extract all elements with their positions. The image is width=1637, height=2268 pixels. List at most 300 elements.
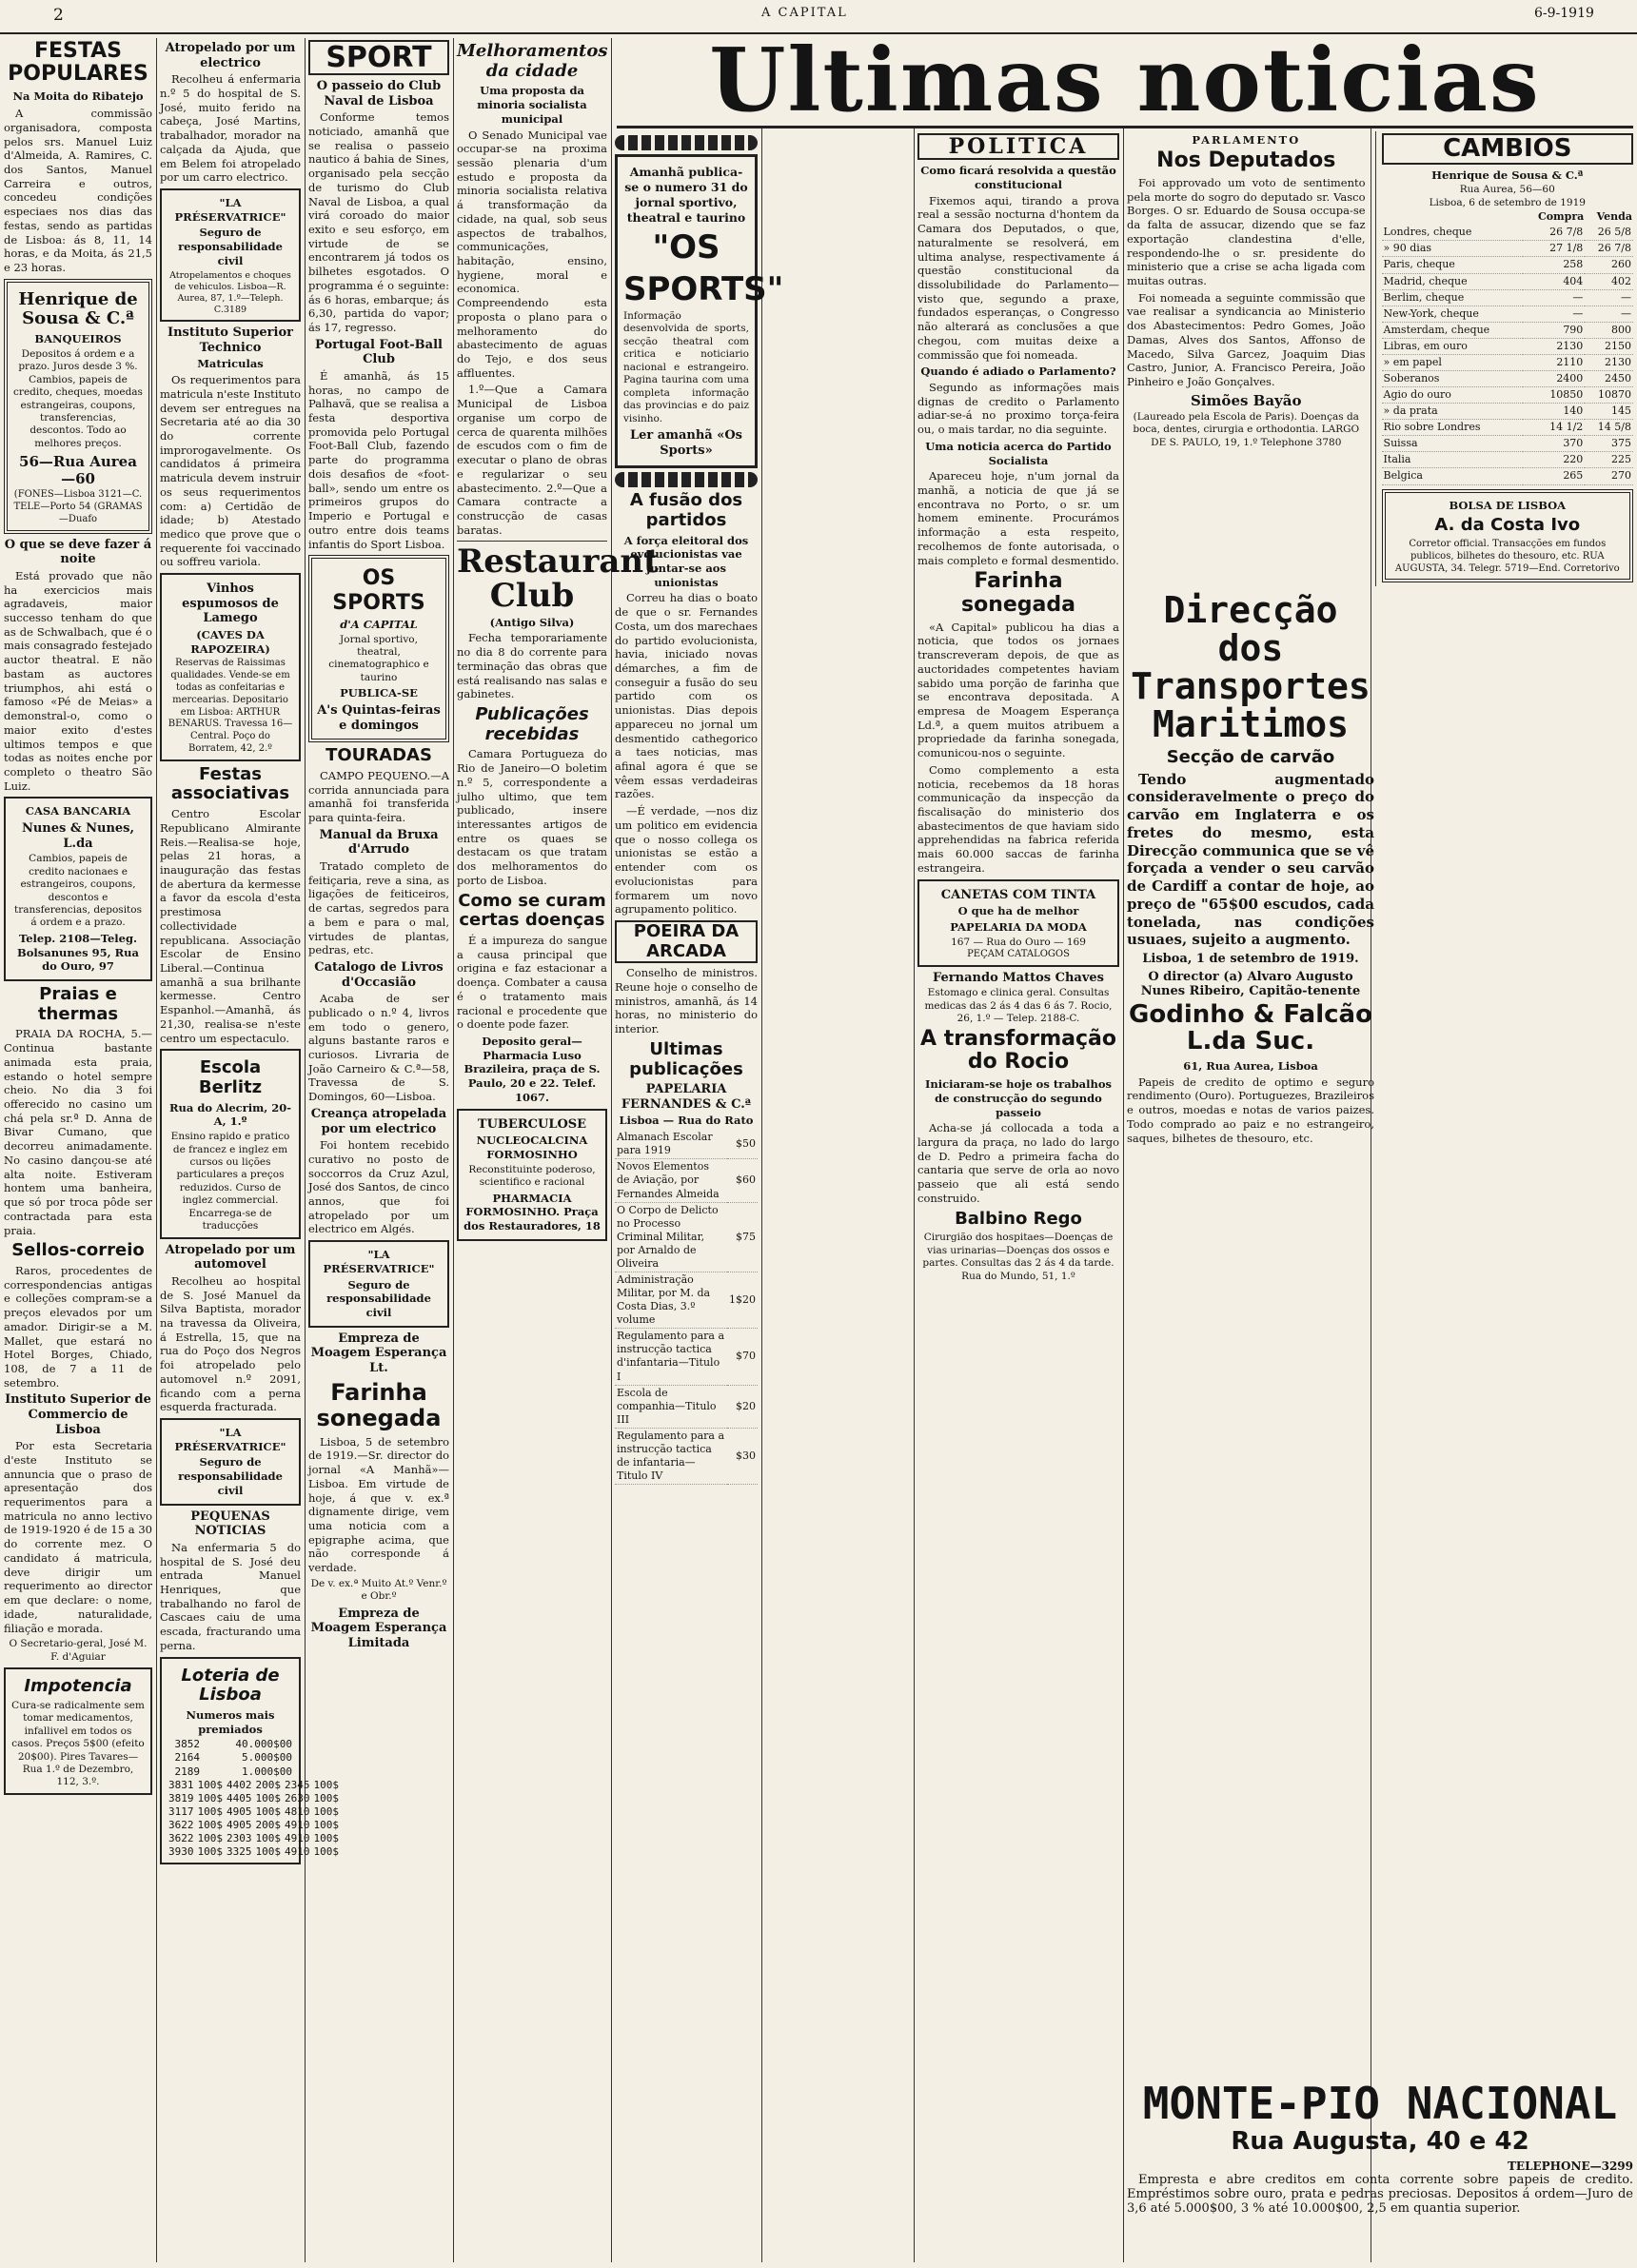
loteria-top-row	[167, 1738, 294, 1751]
direccao-text: Tendo augmentado consideravelmente o preço do carvão em Inglaterra e os fretes do mesmo, esta Direcção communica que se vê forçada a vender o seu carvão de Cardiff a contar de hoje, ao preço de "65$00 escudos, cada tonelada, nas condições usuaes, sujeito a augmento.	[1127, 770, 1374, 949]
curam-address: Deposito geral—Pharmacia Luso Brazileira, praça de S. Paulo, 20 e 22. Telef. 1067.	[463, 1035, 601, 1104]
column-rule	[611, 38, 612, 2262]
portugal-text: É amanhã, ás 15 horas, no campo de Palhavã, que se realisa a festa desportiva promovida pelo Portugal Foot-Ball Club, fazendo parte do programma dois desafios de «foot-ball», sendo um entre os primeiros grupos do Imperio e Portugal e outro entre dois teams infantis do Sport Lisboa.	[308, 368, 449, 551]
table-header	[1382, 209, 1633, 225]
table-cell: 3622	[168, 1818, 194, 1831]
table-cell: 4905	[227, 1818, 252, 1831]
cambios-firm: Henrique de Sousa & C.ª	[1431, 168, 1584, 182]
berlitz-text: Ensino rapido e pratico de francez e inglez em cursos ou lições particulares a preços reduzidos. Curso de inglez commercial. Encarrega-se de traducções	[170, 1131, 290, 1233]
table-cell: 2450	[1585, 370, 1633, 386]
bruxa-title: Manual da Bruxa d'Arrudo	[319, 827, 439, 858]
table-cell: 800	[1585, 322, 1633, 338]
table-cell: —	[1585, 306, 1633, 322]
table-cell: 2130	[1523, 338, 1585, 354]
canetas-ad	[917, 879, 1119, 967]
curam-title: Como se curam certas doenças	[458, 890, 606, 931]
column-7b	[1375, 131, 1633, 586]
preservatrice-info: Atropelamentos e choques de vehiculos. Lisboa—R. Aurea, 87, 1.º—Teleph. C.3189	[169, 269, 291, 315]
table-cell: 2110	[1523, 354, 1585, 370]
table-cell: 4402	[227, 1778, 252, 1791]
preservatrice-sub: Seguro de responsabilidade civil	[178, 226, 283, 267]
cambios-row	[1382, 468, 1633, 484]
catalogo-text: Acaba de ser publicado o n.º 4, livros em todo o genero, alguns bastante raros e curiosos. Livraria de João Carneiro & C.ª—58, Travessa de S. Domingos, 60—Lisboa.	[308, 992, 449, 1104]
papelaria-title: PAPELARIA FERNANDES & C.ª	[621, 1082, 752, 1112]
cambios-row	[1382, 452, 1633, 468]
table-cell: 258	[1523, 257, 1585, 273]
montepio-phone: TELEPHONE—3299	[1508, 2159, 1633, 2173]
impotencia-title: Impotencia	[24, 1676, 132, 1697]
direccao-sign: O director (a) Alvaro Augusto Nunes Ribeiro, Capitão-tenente	[1140, 969, 1361, 999]
table-cell: 200$	[255, 1778, 281, 1791]
table-cell: Rio sobre Londres	[1382, 420, 1524, 436]
direccao-title: Direcção dos Transportes Maritimos	[1131, 589, 1371, 745]
rocio-text: Acha-se já collocada a toda a largura da praça, no lado do largo de D. Pedro a primeira facha do cantaria que serve de orla ao novo passeio que ali está sendo construido.	[917, 1121, 1119, 1205]
cambios-row	[1382, 225, 1633, 241]
table-cell: 100$	[255, 1844, 281, 1858]
loteria-top-row	[167, 1765, 294, 1779]
table-cell: 100$	[313, 1791, 339, 1805]
os-sports-pub: PUBLICA-SE	[340, 686, 418, 700]
politica-title: POLITICA	[917, 133, 1119, 160]
cambios-row	[1382, 420, 1633, 436]
table-cell: Regulamento para a instrucção tactica d'infantaria—Titulo I	[615, 1329, 727, 1385]
casa-title: CASA BANCARIA	[25, 804, 131, 818]
os-sports-desc: Jornal sportivo, theatral, cinematographico e taurino	[328, 633, 429, 683]
farinha-text: Lisboa, 5 de setembro de 1919.—Sr. director do jornal «A Manhã»—Lisboa. Em virtude de hoje, á que v. ex.ª dignamente dirige, vem uma noticia com a epigraphe acima, que não corresponde á verdade.	[308, 1434, 449, 1575]
table-cell: 100$	[197, 1791, 223, 1805]
table-cell: 3831	[168, 1778, 194, 1791]
table-cell: $20	[727, 1385, 758, 1428]
pequenas-title: PEQUENAS NOTICIAS	[190, 1509, 270, 1539]
table-cell: 225	[1585, 452, 1633, 468]
table-cell: 5.000$00	[242, 1751, 292, 1765]
table-cell: Regulamento para a instrucção tactica de infantaria—Titulo IV	[615, 1428, 727, 1484]
ultimas-noticias-banner: Ultimas noticias	[617, 34, 1633, 128]
farinha2-text: «A Capital» publicou ha dias a noticia, que todos os jornaes transcreveram depois, de que as auctoridades competentes haviam sabido uma porção de farinha que se encontrava depositada. A empresa de Moagem Esperança Ld.ª, a quem muitos atribuem a propriedade da farinha sonegada, comunicou-nos o seguinte.	[917, 620, 1119, 760]
loteria-title: Loteria de Lisboa	[181, 1665, 280, 1706]
page-number: 2	[53, 6, 64, 25]
curam-text: É a impureza do sangue a causa principal que origina e faz estacionar a doença. Combater a causa é o tratamento mais racional e procedente que o doente pode fazer.	[457, 934, 607, 1032]
table-cell: 145	[1585, 404, 1633, 420]
papelaria-row	[615, 1159, 758, 1202]
table-cell: 2303	[227, 1831, 252, 1844]
montepio-address: Rua Augusta, 40 e 42	[1231, 2127, 1529, 2157]
tuberc-sub: NUCLEOCALCINA FORMOSINHO	[476, 1134, 588, 1161]
lamego-ad	[160, 573, 301, 761]
bolsa-text: Corretor official. Transacções em fundos publicos, bilhetes do thesouro, etc. RUA AUGUSTA, 34. Telegr. 5719—End. Corretorivo	[1394, 538, 1620, 574]
assoc-text: Centro Escolar Republicano Almirante Reis.—Realisa-se hoje, pelas 21 horas, a inauguração das festas de abertura da kermesse a favor da escola d'esta prestimosa collectividade republicana. Associação Escolar de Ensino Liberal.—Continua amanhã a sua brilhante kermesse. Centro Espanhol.—Amanhã, ás 21,30, realisa-se n'este centro um espectaculo.	[160, 807, 301, 1045]
table-cell: 26 7/8	[1585, 241, 1633, 257]
bank-phone: (FONES—Lisboa 3121—C. TELE—Porto 54 (GRAMAS—Duafo	[13, 489, 143, 524]
lamego-sub: (CAVES DA RAPOZEIRA)	[190, 627, 270, 656]
berlitz-ad	[160, 1049, 301, 1238]
table-cell: Londres, cheque	[1382, 225, 1524, 241]
preservatrice-ad-2	[160, 1418, 301, 1506]
table-cell: 3930	[168, 1844, 194, 1858]
table-cell: 4910	[285, 1831, 310, 1844]
godinho-title: Godinho & Falcão L.da Suc.	[1129, 999, 1372, 1056]
table-cell: $50	[727, 1130, 758, 1159]
montepio-text: Empresta e abre creditos em conta corrente sobre papeis de credito. Empréstimos sobre ouro, prata e pedras preciosas. Depositos á ordem—Juro de 3,6 até 5.000$00, 3 % até 10.000$00, 2,5 em quantia superior.	[1127, 2172, 1633, 2216]
cambios-row	[1382, 370, 1633, 386]
table-cell: Almanach Escolar para 1919	[615, 1130, 727, 1159]
bruxa-text: Tratado completo de feitiçaria, reve a sina, as ligações de feiticeiros, de cartas, segredos para a bem e para o mal, virtudes de plantas, pedras, etc.	[308, 858, 449, 957]
table-cell: Agio do ouro	[1382, 387, 1524, 404]
amanha-text: Amanhã publica-se o numero 31 do jornal sportivo, theatral e taurino	[624, 165, 748, 225]
table-cell: $75	[727, 1202, 758, 1272]
column-rule	[761, 128, 762, 2262]
melhor-text-2: 1.º—Que a Camara Municipal de Lisboa organise um corpo de cerca de quarenta milhões de escudos com o fim de executar o plano de obras e regularizar o seu abastecimento. 2.º—Que a Camara contracte a construcção de casas baratas.	[457, 383, 607, 537]
noticia-text: Apareceu hoje, n'um jornal da manhã, a noticia de que já se encontrava no Porto, o sr. um homem eminente. Procurámos informação a esta respeito, recolhemos de fonte autorisada, o mais completo e formal desmentido.	[917, 469, 1119, 567]
table-cell: » da prata	[1382, 404, 1524, 420]
table-cell: 100$	[313, 1831, 339, 1844]
noite-title: O que se deve fazer á noite	[4, 537, 152, 567]
table-cell: 3325	[227, 1844, 252, 1858]
column-6	[917, 131, 1119, 2264]
mattos-text: Estomago e clinica geral. Consultas medicas das 2 ás 4 das 6 ás 7. Rocio, 26, 1.º — Telep. 2188-C.	[924, 987, 1113, 1025]
festas-title: FESTAS POPULARES	[8, 39, 148, 87]
preservatrice-sub: Seguro de responsabilidade civil	[178, 1455, 283, 1497]
rego-title: Balbino Rego	[955, 1208, 1082, 1229]
table-cell: Amsterdam, cheque	[1382, 322, 1524, 338]
papelaria-row	[615, 1272, 758, 1328]
atropelado-text: Recolheu á enfermaria n.º 5 do hospital de S. José, muito ferido na cabeça, José Martins, trabalhador, morador na calçada da Ajuda, que em Belem foi atropelado por um carro electrico.	[160, 72, 301, 185]
bayao-title: Simões Bayão	[1191, 391, 1302, 409]
fusao-text: Correu ha dias o boato de que o sr. Fernandes Costa, um dos marechaes do partido evolucionista, havia, iniciado novas démarches, a fim de conseguir a fusão do seu partido com os unionistas. Dias depois appareceu no jornal um desmentido cathegorico a taes noticias, mas afinal agora é que se vêem essas verdadeiras razões.	[615, 591, 758, 801]
public-text: Camara Portugueza do Rio de Janeiro—O boletim n.º 5, correspondente a julho ultimo, que tem publicado, insere interessantes artigos de entre os quaes se destacam os que tratam dos melhoramentos do porto de Lisboa.	[457, 747, 607, 887]
ultimas-pub-title: Ultimas publicações	[629, 1038, 743, 1079]
table-cell: 220	[1523, 452, 1585, 468]
berlitz-title: Escola Berlitz	[198, 1057, 263, 1097]
table-cell: $70	[727, 1329, 758, 1385]
table-cell: 26 7/8	[1523, 225, 1585, 241]
issue-date: 6-9-1919	[1534, 6, 1594, 21]
cambios-row	[1382, 322, 1633, 338]
loteria-top-table	[167, 1738, 294, 1778]
loteria-top-row	[167, 1751, 294, 1765]
table-cell: 270	[1585, 468, 1633, 484]
table-cell: Italia	[1382, 452, 1524, 468]
table-cell: 402	[1585, 273, 1633, 289]
table-cell: Libras, em ouro	[1382, 338, 1524, 354]
touradas-text: CAMPO PEQUENO.—A corrida annunciada para amanhã foi transferida para quinta-feira.	[308, 768, 449, 825]
papelaria-row	[615, 1385, 758, 1428]
table-cell: —	[1585, 289, 1633, 306]
praias-text: PRAIA DA ROCHA, 5.—Continua bastante animada esta praia, estando o hotel sempre cheio. No dia 3 foi offerecido no casino um chá pela sr.ª D. Anna de Bivar Cumano, que decorreu animadamente. No casino dançou-se até alta noite. Estiveram hontem uma banheira, que só por troca pôde ser contractada para esta praia.	[4, 1027, 152, 1237]
table-cell: 370	[1523, 436, 1585, 452]
ist-sub: Matriculas	[197, 357, 264, 371]
preservatrice-title: "LA PRÉSERVATRICE"	[174, 195, 286, 224]
rego-text: Cirurgião dos hospitaes—Doenças de vias urinarias—Doenças dos ossos e partes. Consultas das 2 ás 4 da tarde. Rua do Mundo, 51, 1.º	[922, 1232, 1114, 1282]
sport-text: Conforme temos noticiado, amanhã que se realisa o passeio nautico á bahia de Sines, organisado pela secção de turismo do Club Naval de Lisboa, a qual virá coroado do maior exito e seu esforço, em virtude de se encontrarem já todos os bilhetes esgotados. O programma é o seguinte: ás 6 horas, embarque; ás 6,30, partida do vapor; ás 17, regresso.	[308, 110, 449, 334]
creanca-title: Creança atropelada por um electrico	[310, 1106, 447, 1136]
column-rule	[453, 38, 454, 2262]
column-7	[1127, 131, 1633, 2264]
os-sports-ad	[308, 555, 449, 742]
sellos-title: Sellos-correio	[11, 1240, 145, 1261]
table-cell: 1.000$00	[242, 1765, 292, 1778]
tuberc-address: PHARMACIA FORMOSINHO. Praça dos Restauradores, 18	[463, 1191, 601, 1233]
table-cell: 4810	[285, 1805, 310, 1818]
preservatrice-ad-1	[160, 188, 301, 322]
tuberc-text: Reconstituinte poderoso, scientifico e racional	[468, 1163, 596, 1189]
header-cell	[1382, 209, 1524, 225]
politica-text: Fixemos aqui, tirando a prova real a sessão nocturna d'hontem da Camara dos Deputados, o que, naturalmente se resolverá, em ultima analyse, respectivamente á questão constitucional da dissolubilidade do Parlamento—visto que, segundo a praxe, fundados esperanças, o Congresso não alterará as conclusões a que chegou, com muitas deixe a commissão que foi nomeada.	[917, 193, 1119, 362]
column-rule	[156, 38, 157, 2262]
table-cell: 3819	[168, 1791, 194, 1805]
public-title: Publicações recebidas	[475, 704, 589, 744]
cambios-row	[1382, 338, 1633, 354]
os-sports-title: OS SPORTS	[332, 566, 425, 615]
os-sports-text: Informação desenvolvida de sports, secção theatral com critica e noticiario nacional e estrangeiro. Pagina taurina com uma completa informação das provincias e do paiz visinho.	[623, 310, 749, 424]
table-cell: New-York, cheque	[1382, 306, 1524, 322]
table-cell: 100$	[255, 1791, 281, 1805]
table-cell: 100$	[197, 1778, 223, 1791]
table-cell: 100$	[313, 1844, 339, 1858]
ornament-border	[615, 135, 758, 150]
table-cell: 404	[1523, 273, 1585, 289]
canetas-address: 167 — Rua do Ouro — 169	[951, 936, 1086, 948]
column-rule	[914, 128, 915, 2262]
table-cell: 4910	[285, 1818, 310, 1831]
table-cell: 2630	[285, 1791, 310, 1805]
rocio-title: A transformação do Rocio	[920, 1026, 1116, 1074]
table-cell: 790	[1523, 322, 1585, 338]
bank-address: 56—Rua Aurea—60	[19, 453, 137, 488]
montepio-title: MONTE-PIO NACIONAL	[1142, 2078, 1618, 2129]
paper-name: A CAPITAL	[761, 6, 848, 20]
table-cell: 2345	[285, 1778, 310, 1791]
sport-title: SPORT	[308, 40, 449, 75]
table-cell: 14 5/8	[1585, 420, 1633, 436]
papelaria-table	[615, 1130, 758, 1485]
pequenas-text: Na enfermaria 5 do hospital de S. José deu entrada Manuel Henriques, que trabalhando no farol de Cascaes caiu de uma escada, fracturando uma perna.	[160, 1540, 301, 1652]
assoc-title: Festas associativas	[170, 763, 290, 804]
festas-sub: Na Moita do Ribatejo	[12, 89, 144, 104]
column-7a	[1127, 131, 1366, 586]
table-cell: 2150	[1585, 338, 1633, 354]
auto-text: Recolheu ao hospital de S. José Manuel da Silva Baptista, morador na travessa da Oliveira, á Estrella, 15, que na rua do Poço dos Negros foi atropelado pelo automovel n.º 2091, ficando com a perna esquerda fracturada.	[160, 1273, 301, 1414]
cambios-row	[1382, 404, 1633, 420]
casa-info: Cambios, papeis de credito nacionaes e estrangeiros, coupons, descontos e transferencias, depositos á ordem e a prazo.	[14, 853, 142, 929]
table-cell: 2189	[174, 1765, 200, 1778]
table-cell: » em papel	[1382, 354, 1524, 370]
politica-sub: Como ficará resolvida a questão constitucional	[920, 164, 1116, 191]
table-cell: 100$	[197, 1844, 223, 1858]
table-cell: 4910	[285, 1844, 310, 1858]
bolsa-name: A. da Costa Ivo	[1434, 515, 1581, 536]
bank-name: Henrique de Sousa & C.ª	[18, 288, 138, 329]
table-cell: Escola de companhia—Titulo III	[615, 1385, 727, 1428]
ler-amanha: Ler amanhã «Os Sports»	[629, 427, 742, 458]
cambios-row	[1382, 354, 1633, 370]
table-cell: 100$	[313, 1818, 339, 1831]
papelaria-row	[615, 1428, 758, 1484]
table-cell: 100$	[197, 1805, 223, 1818]
cambios-address: Rua Aurea, 56—60	[1459, 184, 1555, 196]
os-sports-sub: d'A CAPITAL	[340, 617, 418, 631]
canetas-shop: PAPELARIA DA MODA	[950, 919, 1087, 934]
table-cell: 3852	[174, 1738, 200, 1751]
melhor-text: O Senado Municipal vae occupar-se na proxima sessão plenaria d'um estudo e proposta da minoria socialista relativa á transformação da cidade, na qual, sob seus aspectos de trabalhos, communicações, habitação, ensino, hygiene, moral e economica. Compreendendo esta proposta o plano para o melhoramento do abastecimento de aguas do Tejo, e dos seus affluentes.	[457, 128, 607, 380]
table-cell: 100$	[197, 1831, 223, 1844]
table-cell: 100$	[255, 1831, 281, 1844]
column-4	[457, 38, 659, 2264]
creanca-text: Foi hontem recebido curativo no posto de soccorros da Cruz Azul, José dos Santos, de cinco annos, que foi atropelado por um electrico em Algés.	[308, 1138, 449, 1236]
poeira-title: POEIRA DA ARCADA	[615, 920, 758, 963]
table-cell: 27 1/8	[1523, 241, 1585, 257]
column-1	[4, 38, 152, 2264]
cambios-row	[1382, 289, 1633, 306]
impotencia-ad	[4, 1667, 152, 1795]
casa-bancaria-ad	[4, 797, 152, 981]
canetas-note: PEÇAM CATALOGOS	[967, 949, 1070, 960]
godinho-address: 61, Rua Aurea, Lisboa	[1183, 1059, 1318, 1074]
fusao-text-2: —É verdade, —nos diz um politico em evidencia que o nosso collega os unionistas se estão a entender com os evolucionistas para formarem um novo agrupamento politico.	[615, 804, 758, 917]
header-cell: Compra	[1537, 210, 1585, 224]
os-sports-announcement	[615, 154, 784, 468]
cambios-row	[1382, 387, 1633, 404]
table-cell: Belgica	[1382, 468, 1524, 484]
sport-sub: O passeio do Club Naval de Lisboa	[316, 79, 442, 108]
noite-text: Está provado que não ha exercicios mais agradaveis, maior successo tenham do que as de Schwalbach, que é o mais consagrado festejado auctor theatral. E não bastam as auctores triumphos, ahi está o famoso «Pé de Meias» a demonstral-o, como o maior exito d'estes ultimos tempos e que todas as noites enche por completo o theatro São Luiz.	[4, 568, 152, 793]
table-cell: 2400	[1523, 370, 1585, 386]
farinha-sign: De v. ex.ª Muito At.º Venr.º e Obr.º	[310, 1577, 447, 1603]
lamego-title: Vinhos espumosos de Lamego	[182, 582, 279, 626]
canetas-sub: O que ha de melhor	[957, 904, 1079, 918]
farinha-title: Farinha sonegada	[316, 1378, 442, 1432]
mattos-title: Fernando Mattos Chaves	[933, 970, 1104, 985]
instituto-text: Por esta Secretaria d'este Instituto se annuncia que o praso de apresentação dos requerimentos para a matricula no anno lectivo de 1919-1920 é de 15 a 30 do corrente mez. O candidato á matricula, deve dirigir um requerimento ao director em que declare: o nome, idade, naturalidade, filiação e morada.	[4, 1439, 152, 1635]
fusao-title: A fusão dos partidos	[629, 490, 743, 530]
table-cell: 140	[1523, 404, 1585, 420]
berlitz-address: Rua do Alecrim, 20-A, 1.º	[168, 1100, 292, 1129]
table-cell: Berlim, cheque	[1382, 289, 1524, 306]
preservatrice-title: "LA PRÉSERVATRICE"	[323, 1248, 435, 1275]
direccao-date: Lisboa, 1 de setembro de 1919.	[1142, 952, 1359, 967]
cambios-row	[1382, 436, 1633, 452]
header-cell: Venda	[1596, 210, 1632, 224]
table-cell: 3117	[168, 1805, 194, 1818]
table-cell: 375	[1585, 436, 1633, 452]
papelaria-row	[615, 1130, 758, 1159]
rocio-sub: Iniciaram-se hoje os trabalhos de construcção do segundo passeio	[924, 1077, 1113, 1119]
restaurant-title: Restaurant Club	[457, 542, 659, 616]
cambios-row	[1382, 306, 1633, 322]
canetas-title: CANETAS COM TINTA	[940, 887, 1096, 902]
deputados-text-2: Foi nomeada a seguinte commissão que vae realisar a syndicancia ao Ministerio dos Abastecimentos: Pedro Gomes, João Damas, Alves dos Santos, Affonso de Macedo, Silva Garcez, Joaquim Dias Castro, Junior, A. Francisco Pereira, João Pinheiro e João Gonçalves.	[1127, 290, 1366, 388]
ist-text: Os requerimentos para matricula n'este Instituto devem ser entregues na Secretaria até ao dia 30 do corrente improrogavelmente. Os candidatos á primeira matricula devem instruir os seus requerimentos com: a) Certidão de idade; b) Atestado medico que prove que o requerente foi vaccinado ou soffreu variola.	[160, 373, 301, 569]
bank-info: Depositos á ordem e a prazo. Juros desde 3 %. Cambios, papeis de credito, cheques, moedas estrangeiras, coupons, transferencias, descontos. Todo ao melhores preços.	[13, 347, 143, 449]
column-rule	[1123, 128, 1124, 2262]
table-cell: 2164	[174, 1751, 200, 1765]
table-cell: Suissa	[1382, 436, 1524, 452]
adiado-title: Quando é adiado o Parlamento?	[920, 365, 1116, 379]
cambios-title: CAMBIOS	[1382, 133, 1633, 165]
godinho-text: Papeis de credito de optimo e seguro rendimento (Ouro). Portuguezes, Brazileiros e outros, moedas e notas de varios paizes. Todo comprado ao paiz e no estrangeiro, saques, bilhetes de thesouro, etc.	[1127, 1075, 1374, 1145]
table-cell: 40.000$00	[235, 1738, 292, 1751]
lamego-info: Reservas de Raissimas qualidades. Vende-se em todas as confeitarias e mercearias. Depositario em Lisboa: ARTHUR BENARUS. Travessa 16—Central. Poço do Borratem, 42, 2.º	[168, 658, 293, 754]
column-2	[160, 38, 339, 2264]
instituto-title: Instituto Superior de Commercio de Lisboa	[5, 1392, 151, 1437]
bank-ad-sousa	[4, 279, 152, 534]
table-cell: 100$	[313, 1778, 339, 1791]
praias-title: Praias e thermas	[37, 984, 119, 1024]
papelaria-row	[615, 1329, 758, 1385]
preservatrice-sub: Seguro de responsabilidade civil	[326, 1277, 431, 1319]
column-3	[308, 38, 449, 2264]
moagem-title: Empreza de Moagem Esperança Lt.	[310, 1331, 447, 1375]
restaurant-sub: (Antigo Silva)	[489, 615, 575, 629]
column-7-top	[1127, 131, 1633, 586]
tuberculose-ad	[457, 1109, 607, 1241]
casa-name: Nunes & Nunes, L.da	[21, 821, 135, 851]
cambios-row	[1382, 273, 1633, 289]
bolsa-ad	[1382, 489, 1633, 583]
separator	[457, 541, 607, 542]
instituto-sign: O Secretario-geral, José M. F. d'Aguiar	[9, 1638, 148, 1663]
table-cell: 4905	[227, 1805, 252, 1818]
cambios-date: Lisboa, 6 de setembro de 1919	[1429, 196, 1586, 208]
direccao-sub: Secção de carvão	[1166, 746, 1335, 767]
auto-title: Atropelado por um automovel	[165, 1242, 296, 1272]
table-cell: Administração Militar, por M. da Costa Dias, 3.º volume	[615, 1272, 727, 1328]
table-cell: 265	[1523, 468, 1585, 484]
melhor-title: Melhoramentos da cidade	[457, 41, 608, 81]
bolsa-title: BOLSA DE LISBOA	[1449, 498, 1567, 512]
table-cell: Soberanos	[1382, 370, 1524, 386]
tuberc-title: TUBERCULOSE	[477, 1116, 587, 1132]
montepio-ad	[1127, 2078, 1633, 2219]
table-cell: 100$	[313, 1805, 339, 1818]
table-cell: 3622	[168, 1831, 194, 1844]
papelaria-row	[615, 1202, 758, 1272]
table-cell: » 90 dias	[1382, 241, 1524, 257]
ornament-border	[615, 472, 758, 487]
table-cell: 14 1/2	[1523, 420, 1585, 436]
os-sports-headline: "OS SPORTS"	[623, 228, 784, 308]
table-cell: 10850	[1523, 387, 1585, 404]
portugal-title: Portugal Foot-Ball Club	[315, 337, 443, 367]
table-cell: 100$	[255, 1805, 281, 1818]
table-cell: 100$	[197, 1818, 223, 1831]
melhor-sub: Uma proposta da minoria socialista municipal	[477, 84, 587, 126]
restaurant-text: Fecha temporariamente no dia 8 do corrente para terminação das obras que está realisando nas salas e gabinetes.	[457, 631, 607, 701]
casa-address: Telep. 2108—Teleg. Bolsanunes 95, Rua do Ouro, 97	[17, 931, 139, 974]
bayao-text: (Laureado pela Escola de Paris). Doenças da boca, dentes, cirurgia e orthodontia. LARGO DE S. PAULO, 19, 1.º Telephone 3780	[1133, 410, 1360, 448]
fusao-sub: A força eleitoral dos evolucionistas vae juntar-se aos unionistas	[623, 533, 749, 589]
cambios-row	[1382, 257, 1633, 273]
deputados-title: Nos Deputados	[1156, 148, 1336, 172]
table-cell: O Corpo de Delicto no Processo Criminal Militar, por Arnaldo de Oliveira	[615, 1202, 727, 1272]
table-cell: 10870	[1585, 387, 1633, 404]
cambios-table	[1382, 209, 1633, 484]
ist-title: Instituto Superior Technico	[168, 325, 293, 355]
sellos-text: Raros, procedentes de correspondencias antigas e colleções compram-se a preços elevados por um amador. Dirigir-se a M. Mallet, que estará no Hotel Borges, Chiado, 108, de 7 a 11 de setembro.	[4, 1263, 152, 1390]
poeira-text: Conselho de ministros. Reune hoje o conselho de ministros, amanhã, ás 14 horas, no ministerio do interior.	[615, 966, 758, 1036]
table-cell: Madrid, cheque	[1382, 273, 1524, 289]
impotencia-text: Cura-se radicalmente sem tomar medicamentos, infallivel em todos os casos. Preços 5$00 (efeito 20$00). Pires Tavares—Rua 1.º de Dezembro, 112, 3.º.	[11, 1699, 145, 1788]
moagem2-title: Empreza de Moagem Esperança Limitada	[310, 1606, 447, 1650]
column-rule	[305, 38, 306, 2262]
table-cell: Novos Elementos de Aviação, por Fernandes Almeida	[615, 1159, 727, 1202]
farinha2-title: Farinha sonegada	[961, 569, 1075, 617]
adiado-text: Segundo as informações mais dignas de credito o Parlamento adiar-se-á no proximo torça-feira ou, o mais tardar, no dia seguinte.	[917, 380, 1119, 437]
table-cell: 200$	[255, 1818, 281, 1831]
festas-text-2: A commissão organisadora, composta pelos srs. Manuel Luiz d'Almeida, A. Ramires, C. dos Santos, Manuel Carreira e outros, concedeu condições especiaes nos dias das festas, sendo as partidas de Lisboa: ás 8, 11, 14 horas, e da Moita, ás 21,5 e 23 horas.	[4, 107, 152, 274]
touradas-title: TOURADAS	[325, 745, 432, 766]
loteria-sub: Numeros mais premiados	[186, 1707, 275, 1736]
